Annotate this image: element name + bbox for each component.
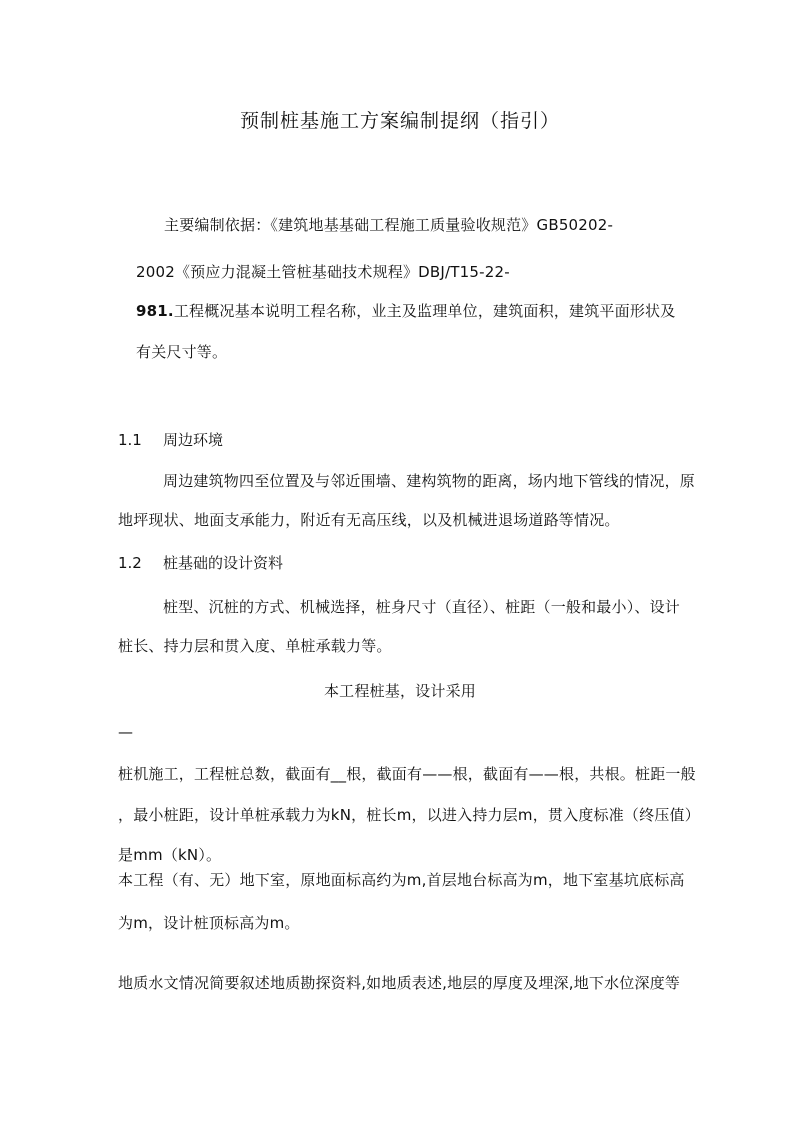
section-1-2-line-1: 桩型、沉桩的方式、机械选择，桩身尺寸（直径）、桩距（一般和最小）、设计 (163, 598, 681, 616)
design-centered-line: 本工程桩基，设计采用 (323, 682, 476, 700)
basis-line-1: 主要编制依据：《建筑地基基础工程施工质量验收规范》GB50202- (164, 216, 614, 234)
design-dash: — (118, 723, 134, 741)
design-line-3: 是mm（kN）。 (118, 846, 222, 864)
document-title: 预制桩基施工方案编制提纲（指引） (239, 110, 560, 132)
section-1-2-title: 桩基础的设计资料 (163, 554, 284, 572)
section-1-1-title: 周边环境 (163, 431, 224, 449)
basis-line-4: 有关尺寸等。 (136, 343, 228, 361)
section-1-1-line-2: 地坪现状、地面支承能力，附近有无高压线，以及机械进退场道路等情况。 (118, 511, 620, 529)
section-1-1-line-1: 周边建筑物四至位置及与邻近围墙、建构筑物的距离，场内地下管线的情况，原 (163, 472, 696, 490)
design-line-2: ，最小桩距，设计单桩承载力为kN，桩长m，以进入持力层m，贯入度标准（终压值） (118, 806, 700, 824)
basis-line-2: 2002《预应力混凝土管桩基础技术规程》DBJ/T15-22- (136, 263, 510, 281)
design-line-1: 桩机施工，工程桩总数，截面有__根，截面有——根，截面有——根，共根。桩距一般 (118, 765, 696, 783)
geology-line-1: 地质水文情况简要叙述地质勘探资料,如地质表述,地层的厚度及埋深,地下水位深度等 (118, 974, 681, 992)
section-1-2-line-2: 桩长、持力层和贯入度、单桩承载力等。 (118, 637, 392, 655)
basis-line-3-number: 981. (136, 302, 174, 320)
design-line-5: 为m，设计桩顶标高为m。 (118, 914, 300, 932)
design-line-4: 本工程（有、无）地下室，原地面标高约为m,首层地台标高为m，地下室基坑底标高 (118, 871, 685, 889)
basis-line-3 (136, 301, 675, 321)
basis-line-3-text: 工程概况基本说明工程名称，业主及监理单位，建筑面积，建筑平面形状及 (173, 302, 676, 320)
section-1-1-number: 1.1 (118, 431, 142, 449)
section-1-2-number: 1.2 (118, 554, 142, 572)
